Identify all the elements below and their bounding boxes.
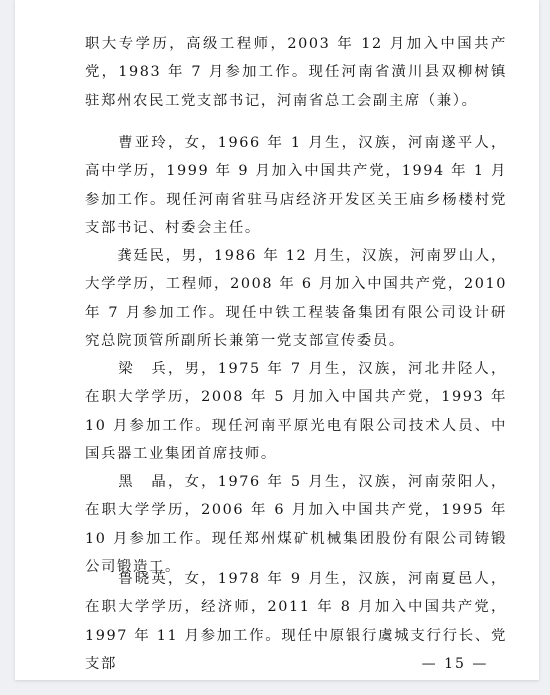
document-page [15,0,539,680]
page-number: — 15 — [421,656,489,672]
bio-paragraph-cao-yaling: 曹亚玲，女，1966 年 1 月生，汉族，河南遂平人，高中学历，1999 年 9 月加入中国共产党，1994 年 1 月参加工作。现任河南省驻马店经济开发区关王庙乡杨楼村党支部书记、村委会主任。 [85,135,507,237]
bio-paragraph-continued: 职大专学历，高级工程师，2003 年 12 月加入中国共产党，1983 年 7 月参加工作。现任河南省潢川县双柳树镇驻郑州农民工党支部书记，河南省总工会副主席（兼）。 [85,36,507,109]
bio-paragraph-lu-xiaoying: 鲁晓英，女，1978 年 9 月生，汉族，河南夏邑人，在职大学学历，经济师，2011 年 8 月加入中国共产党，1997 年 11 月参加工作。现任中原银行虞城支行行长、党支部 [85,571,507,673]
bio-paragraph-gong-tingmin: 龚廷民，男，1986 年 12 月生，汉族，河南罗山人，大学学历，工程师，2008 年 6 月加入中国共产党，2010 年 7 月参加工作。现任中铁工程装备集团有限公司设计研究总院顶管所副所长兼第一党支部宣传委员。 [85,248,507,350]
bio-paragraph-liang-bing: 梁 兵，男，1975 年 7 月生，汉族，河北井陉人，在职大学学历，2008 年 5 月加入中国共产党，1993 年 10 月参加工作。现任河南平原光电有限公司技术人员、中国兵器工业集团首席技师。 [85,361,507,463]
bio-paragraph-hei-jing: 黑 晶，女，1976 年 5 月生，汉族，河南荥阳人，在职大学学历，2006 年 6 月加入中国共产党，1995 年 10 月参加工作。现任郑州煤矿机械集团股份有限公司铸锻公司锻造工。 [85,474,507,576]
